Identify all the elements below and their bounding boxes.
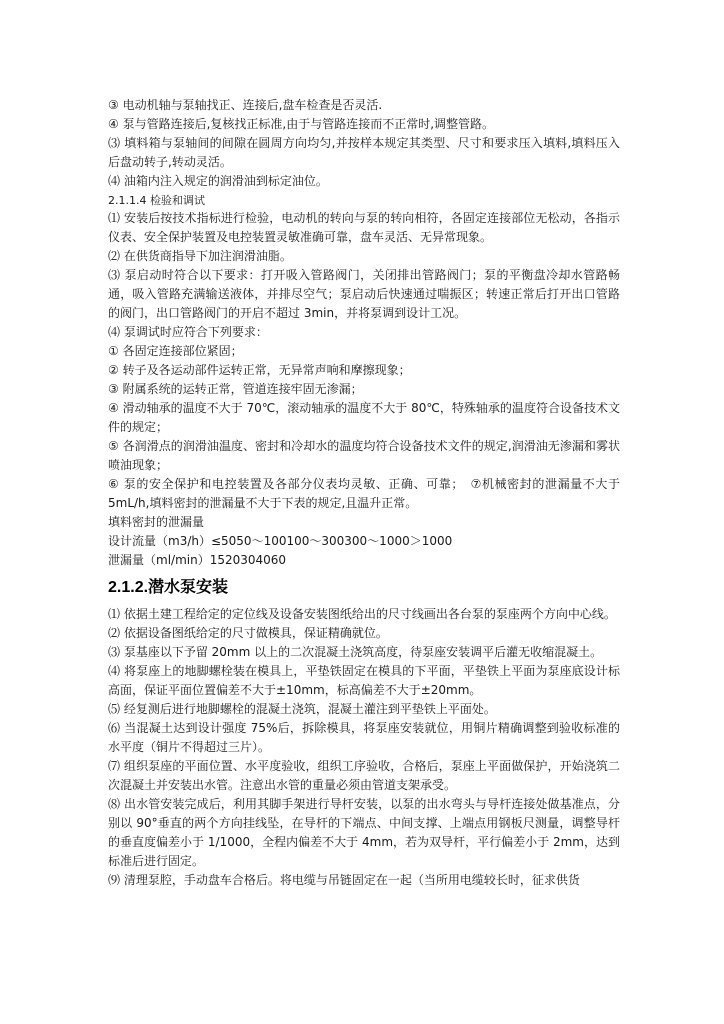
list-item: ① 各固定连接部位紧固； [108,344,243,358]
paragraph: ⑶ 泵启动时符合以下要求：打开吸入管路阀门，关闭排出管路阀门；泵的平衡盘冷却水管路畅通，吸入管路充满输送液体，并排尽空气；泵启动后快速通过喘振区；转速正常后打开出口管路的阀门，出口管路阀门的开启不超过 3min，并将泵调到设计工况。 [108,268,620,320]
paragraph: ⑴ 依据土建工程给定的定位线及设备安装图纸给出的尺寸线画出各台泵的泵座两个方向中心线。 [108,607,616,621]
list-item: ③ 附属系统的运转正常，管道连接牢固无渗漏； [108,382,363,396]
paragraph: ⑻ 出水管安装完成后，利用其脚手架进行导杆安装，以泵的出水弯头与导杆连接处做基准点，分别以 90°垂直的两个方向挂线坠，在导杆的下端点、中间支撑、上端点用钢板尺测量，调整导杆的垂直度偏差小于 1/1000，全程内偏差不大于 4mm，若为双导杆，平行偏差小于 2mm，达到标准后进行固定。 [108,797,620,868]
section-heading-2114: 2.1.1.4 检验和调试 [108,194,205,207]
paragraph: ③ 电动机轴与泵轴找正、连接后,盘车检查是否灵活. [108,98,383,112]
paragraph: ⑸ 经复测后进行地脚螺栓的混凝土浇筑，混凝土灌注到平垫铁上平面处。 [108,702,496,716]
paragraph: ⑺ 组织泵座的平面位置、水平度验收，组织工序验收，合格后，泵座上平面做保护，开始浇筑二次混凝土并安装出水管。注意出水管的重量必须由管道支架承受。 [108,759,620,792]
paragraph: ⑴ 安装后按技术指标进行检验，电动机的转向与泵的转向相符，各固定连接部位无松动，各指示仪表、安全保护装置及电控装置灵敏准确可靠，盘车灵活、无异常现象。 [108,211,620,244]
leakage-table-title: 填料密封的泄漏量 [108,515,205,529]
paragraph: ⑷ 油箱内注入规定的润滑油到标定油位。 [108,174,328,188]
section-heading-212: 2.1.2.潜水泵安装 [108,579,229,596]
paragraph: ⑷ 将泵座上的地脚螺栓装在模具上，平垫铁固定在模具的下平面，平垫铁上平面为泵座底设计标高面，保证平面位置偏差不大于±10mm，标高偏差不大于±20mm。 [108,664,620,697]
paragraph: ⑵ 在供货商指导下加注润滑油脂。 [108,249,292,263]
list-item: ④ 滑动轴承的温度不大于 70℃，滚动轴承的温度不大于 80℃，特殊轴承的温度符合设备技术文件的规定； [108,401,620,434]
paragraph: ⑵ 依据设备图纸给定的尺寸做模具，保证精确就位。 [108,626,388,640]
leakage-table-row-flow: 设计流量（m3/h）≤5050～100100～300300～1000＞1000 [108,534,453,548]
list-item: ② 转子及各运动部件运转正常，无异常声响和摩擦现象； [108,363,411,377]
paragraph: ⑶ 泵基座以下予留 20mm 以上的二次混凝土浇筑高度，待泵座安装调平后灌无收缩混凝土。 [108,645,603,659]
list-item: ⑤ 各润滑点的润滑油温度、密封和冷却水的温度均符合设备技术文件的规定,润滑油无渗漏和雾状喷油现象； [108,439,620,472]
leakage-table-row-leakage: 泄漏量（ml/min）1520304060 [108,553,287,567]
list-item: ⑥ 泵的安全保护和电控装置及各部分仪表均灵敏、正确、可靠； ⑦机械密封的泄漏量不大于 5mL/h,填料密封的泄漏量不大于下表的规定,且温升正常。 [108,477,620,510]
document-page [108,96,620,890]
paragraph: ⑼ 清理泵腔，手动盘车合格后。将电缆与吊链固定在一起（当所用电缆较长时，征求供货 [108,873,580,887]
paragraph: ⑶ 填料箱与泵轴间的间隙在圆周方向均匀,并按样本规定其类型、尺寸和要求压入填料,填料压入后盘动转子,转动灵活。 [108,136,620,169]
paragraph: ⑹ 当混凝土达到设计强度 75%后，拆除模具，将泵座安装就位，用铜片精确调整到验收标准的水平度（铜片不得超过三片）。 [108,721,620,754]
paragraph: ⑷ 泵调试时应符合下列要求： [108,325,268,339]
paragraph: ④ 泵与管路连接后,复核找正标准,由于与管路连接而不正常时,调整管路。 [108,117,495,131]
